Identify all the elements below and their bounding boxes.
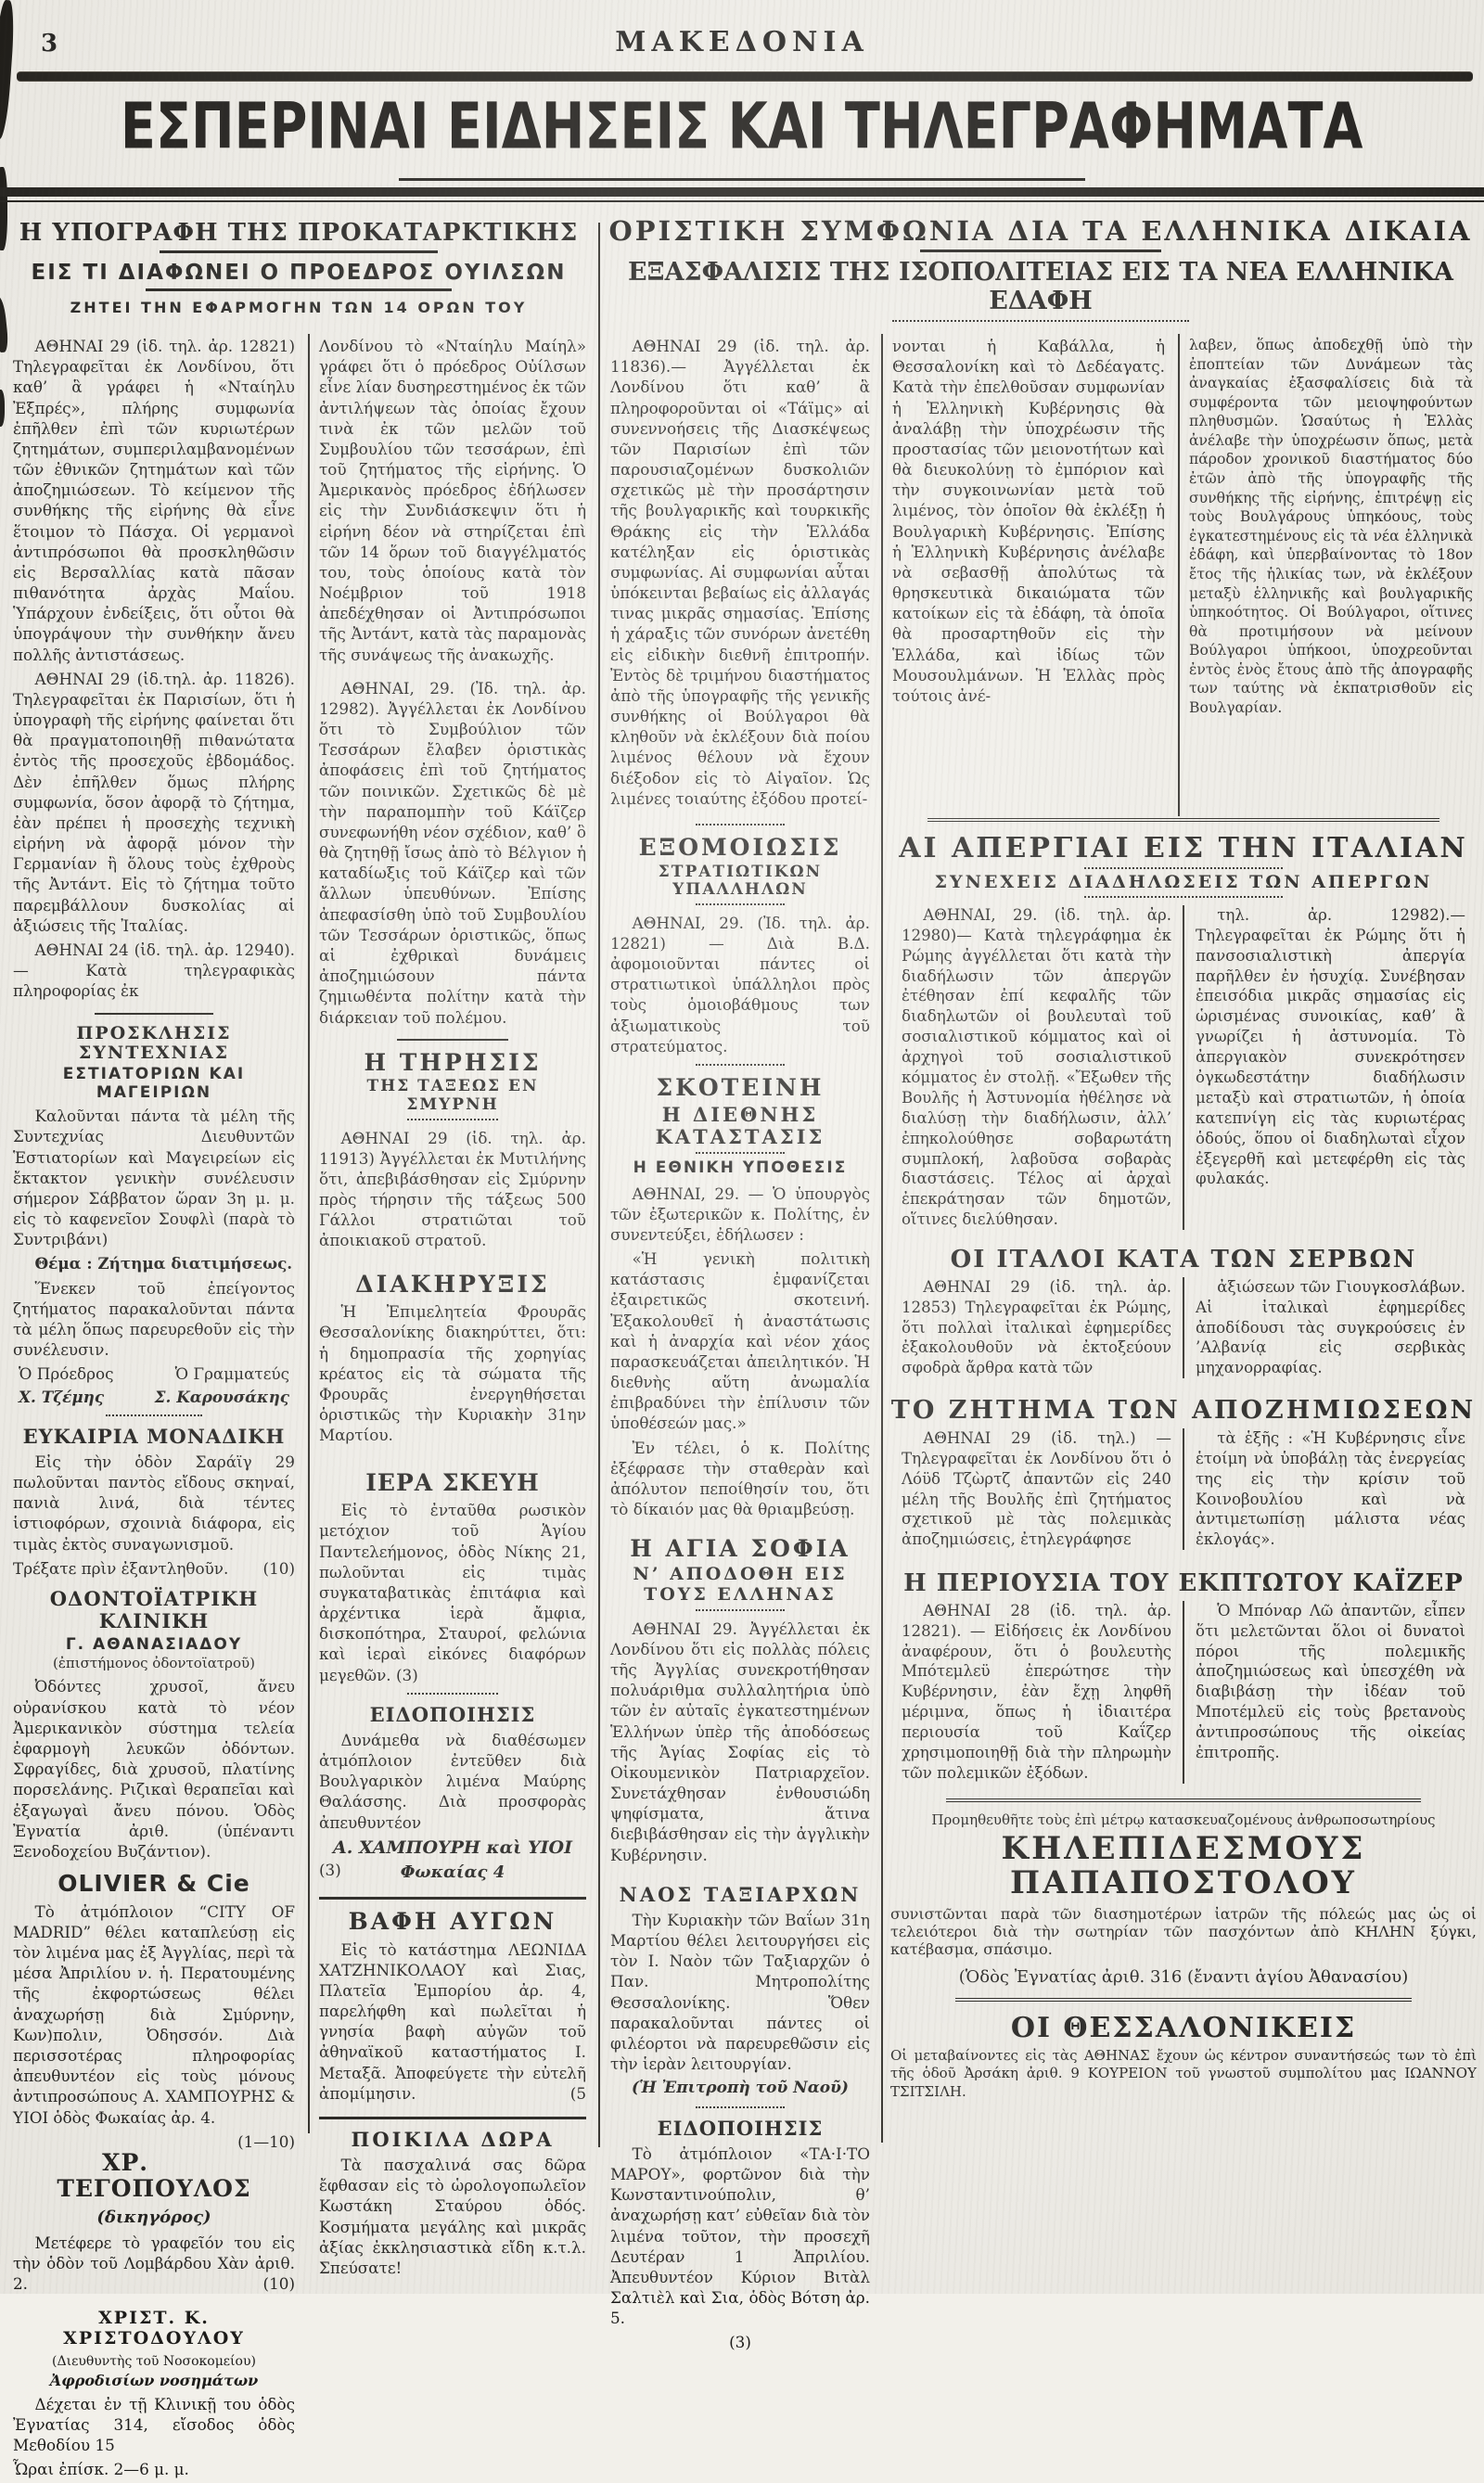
ad-title: ΕΥΚΑΙΡΙΑ ΜΟΝΑΔΙΚΗ: [22, 1424, 286, 1448]
section-iera-skeyi: [319, 1470, 586, 1685]
left-header-rule2: [146, 288, 452, 291]
ad-title: ΧΡ. ΤΕΓΟΠΟΥΛΟΣ: [57, 2148, 251, 2203]
ad-title: ΟΔΟΝΤΟΪΑΤΡΙΚΗ ΚΛΙΝΙΚΗ: [49, 1586, 259, 1632]
section-separator: [407, 1693, 498, 1695]
ad-signature: Α. ΧΑΜΠΟΥΡΗ καὶ ΥΙΟΙ: [333, 1837, 572, 1858]
column-3: [610, 336, 870, 2357]
section-subtitle: ΣΤΡΑΤΙΩΤΙΚΩΝ ΥΠΑΛΛΗΛΩΝ: [658, 862, 823, 900]
ad-paragraph: Εἰς τὴν ὁδὸν Σαράϊγ 29 πωλοῦνται παντὸς εἴδους σκηναί, πανιὰ λινά, διὰ τέντες ἱστιοφόρων, σχοινιὰ διάφορα, εἰς τιμὰς ἐκτὸς συναγωνισμοῦ.: [13, 1452, 295, 1554]
section-poikila-dora: [319, 2129, 586, 2278]
column-1: [13, 336, 295, 2483]
left-header-rule1: [160, 250, 438, 253]
banner-headline: [0, 89, 1484, 164]
body-right: [1183, 1428, 1477, 1550]
section-title: Η ΤΗΡΗΣΙΣ: [364, 1048, 542, 1076]
section-title: ΔΙΑΚΗΡΥΞΙΣ: [355, 1270, 550, 1298]
right-header-rule1: [920, 250, 1161, 252]
column-4: [892, 336, 1165, 710]
title-rule: [696, 1152, 784, 1154]
ad-intro: Προμηθευθῆτε τοὺς ἐπὶ μέτρῳ κατασκευαζομένους ἀνθρωποσωτηρίους: [931, 1811, 1436, 1828]
ad-number: (3): [319, 1860, 341, 1879]
left-header-line3: ΖΗΤΕΙ ΤΗΝ ΕΦΑΡΜΟΓΗΝ ΤΩΝ 14 ΟΡΩΝ ΤΟΥ: [70, 299, 528, 316]
title-rule: [696, 903, 784, 905]
ad-paragraph: [13, 2233, 295, 2295]
ad-subtitle: (ἐπιστήμονος ὀδοντοϊατροῦ): [53, 1654, 255, 1671]
section-separator: [95, 1013, 213, 1015]
ornate-separator: [955, 1998, 1412, 2002]
article-paragraph: ΑΘΗΝΑΙ, 29. (Ἰδ. τηλ. ἀρ. 12821) — Διὰ Β.Δ. ἀφομοιοῦνται πάντες οἱ στρατιωτικοὶ ὑπάλληλοι πρὸς τοὺς ὁμοιοβάθμους των ἀξιωματικοὺς τοῦ στρατεύματος.: [610, 913, 870, 1056]
section-separator: [319, 1897, 586, 1900]
section-separator: [319, 2117, 586, 2119]
article-paragraph: ΑΘΗΝΑΙ 29 (ἰδ. τηλ. ἀρ. 11836).— Ἀγγέλλεται ἐκ Λονδίνου ὅτι καθ’ ἃ πληροφοροῦνται οἱ «Τάϊμς» αἱ συνεννοήσεις τῆς Διασκέψεως τῶν Παρισίων ἐπὶ τῶν παρουσιαζομένων δυσκολιῶν σχετικῶς μὲ τὴν προσάρτησιν τῆς βουλγαρικῆς καὶ τουρκικῆς Θράκης εἰς τὴν Ἑλλάδα κατέληξαν εἰς ὁριστικὰς συμφωνίας. Αἱ συμφωνίαι αὗται ὑπόκεινται βεβαίως εἰς ἀλλαγάς τινας μικρᾶς σημασίας. Ἐπίσης ἡ χάραξις τῶν συνόρων ἀνετέθη εἰς εἰδικὴν διεθνῆ ἐπιτροπήν. Ἐντὸς δὲ τριμήνου διαστήματος ἀπὸ τῆς ὑπογραφῆς τῆς γενικῆς συνθήκης οἱ Βούλγαροι θὰ κληθοῦν νὰ ἐκλέξουν διὰ ποίου λιμένος θέλουν νὰ ἔχουν διέξοδον εἰς τὸ Αἰγαῖον. Ὡς λιμένες τοιαύτης ἐξόδου προτεί-: [610, 337, 870, 808]
ad-paragraph: συνιστῶνται παρὰ τῶν διασημοτέρων ἰατρῶν τῆς πόλεώς μας ὡς οἱ τελειότεροι διὰ τὴν σωτηρίαν τῶν πασχόντων ἀπὸ ΚΗΛΗΝ ξύγκι, κατέβασμα, σπάσιμο.: [890, 1904, 1477, 1958]
section-prosklisis: [13, 1024, 295, 1407]
article-paragraph: ΑΘΗΝΑΙ, 29. (ἰδ. τηλ. ἀρ. 12980)— Κατὰ τηλεγράφημα ἐκ Ρώμης ἀγγέλλεται ὅτι κατὰ τὴν διαδήλωσιν τῶν ἀπεργῶν ἐτέθησαν ἐπί κεφαλῆς τῶν διαδηλωτῶν οἱ βουλευταὶ τοῦ σοσιαλιστικοῦ κόμματος καὶ οἱ ἀρχηγοὶ τοῦ σοσιαλιστικοῦ κόμματος ἐν στολῇ. «Ἔξωθεν τῆς Βουλῆς ἡ Ἀστυνομία ἠθέλησε νὰ διαλύσῃ τὴν διαδήλωσιν, ἀλλ’ ἐπηκολούθησε σοβαρωτάτη συμπλοκή, λαβοῦσα σοβαρὰς διαστάσεις. Τέλος αἱ ἀρχαὶ ἐπεκράτησαν τῶν δημοτῶν, οἵτινες διελύθησαν.: [902, 905, 1171, 1229]
section-title-2: Η ΔΙΕΘΝΗΣ ΚΑΤΑΣΤΑΣΙΣ: [655, 1102, 825, 1148]
banner-rule: [0, 187, 1484, 197]
ad-paragraph: Τὸ ἀτμόπλοιον “CITY OF MADRID” θέλει καταπλεύσῃ εἰς τὸν λιμένα μας ἐξ Ἀγγλίας, περὶ τὰ μέσα Ἀπριλίου ν. ἡ. Περατουμένης τῆς ἐκφορτώσεως θέλει ἀναχωρήσῃ διὰ Σμύρνην, Κων)πολιν, Ὀδησσόν. Διὰ περισσοτέρας πληροφορίας ἀπευθυντέον εἰς τοὺς μόνους ἀντιπροσώπους Α. ΧΑΜΠΟΥΡΗΣ & ΥΙΟΙ ὁδὸς Φωκαίας ἀρ. 4.: [13, 1901, 295, 2127]
body-left: [890, 1277, 1183, 1378]
signature-role: Ὁ Πρόεδρος: [19, 1364, 114, 1384]
ad-paragraph: Τὰ πασχαλινά σας δῶρα ἔφθασαν εἰς τὸ ὡρολογοπωλεῖον Κωστάκη Σταύρου ὁδός. Κοσμήματα μεγάλης καὶ μικρᾶς ἀξίας ἐκκλησιαστικὰ εἴδη κ.τ.λ. Σπεύσατε!: [319, 2156, 586, 2277]
two-column-body: [890, 1277, 1477, 1378]
left-header-line2: ΕΙΣ ΤΙ ΔΙΑΦΩΝΕΙ Ο ΠΡΟΕΔΡΟΣ ΟΥΙΛΣΩΝ: [31, 261, 567, 285]
column-rule-3: [881, 334, 883, 2143]
body-left: [890, 1601, 1183, 1784]
section-title: ΠΡΟΣΚΛΗΣΙΣ ΣΥΝΤΕΧΝΙΑΣ: [76, 1022, 232, 1064]
article-paragraph: Οἱ μεταβαίνοντες εἰς τὰς ΑΘΗΝΑΣ ἔχουν ὡς κέντρον συναντήσεώς των τὸ ἐπὶ τῆς ὁδοῦ Ἀρσάκη ἀριθ. 9 ΚΟΥΡΕΙΟΝ τοῦ γνωστοῦ συμπολίτου μας ΙΩΑΝΝΟΥ ΤΣΙΤΣΙΛΗ.: [890, 2046, 1477, 2100]
ad-title: ΚΗΛΕΠΙΔΕΣΜΟΥΣ ΠΑΠΑΠΟΣΤΟΛΟΥ: [1001, 1829, 1366, 1902]
article-paragraph: Ἡ Ἐπιμελητεία Φρουρᾶς Θεσσαλονίκης διακηρύττει, ὅτι: ἡ δημοπρασία τῆς χορηγίας κρέατος εἰς τὰ σώματα τῆς Φρουρᾶς ἐνεργηθήσεται ὁριστικῶς τὴν Κυριακὴν 31ην Μαρτίου.: [319, 1302, 586, 1445]
body-left: [890, 1428, 1183, 1550]
ad-subtitle: Ἀφροδισίων νοσημάτων: [49, 2371, 259, 2389]
column-rule-1: [308, 334, 310, 2133]
masthead-title: ΜΑΚΕΔΟΝΙΑ: [615, 26, 869, 58]
ornate-separator: [946, 1798, 1421, 1802]
ad-title: ΒΑΦΗ ΑΥΓΩΝ: [348, 1907, 557, 1935]
ad-paragraph: Τὸ ἀτμόπλοιον «ΤΑ·Ι·ΤΟ ΜΑΡΟΥ», φορτῶνον διὰ τὴν Κωνσταντινούπολιν, θ’ ἀναχωρήσῃ κατ’ εὐθεῖαν διὰ τὸν λιμένα τοῦτον, τὴν προσεχῆ Δευτέραν 1 Ἀπριλίου. Ἀπευθυντέον Κύριον Βιτὰλ Σαλτιὲλ καὶ Σια, ὁδὸς Βότση ἀρ. 5.: [610, 2144, 870, 2328]
ad-paragraph: Δέχεται ἐν τῇ Κλινικῇ του ὁδὸς Ἐγνατίας 314, εἴσοδος ὁδὸς Μεθοδίου 15: [13, 2394, 295, 2455]
ad-paragraph: Δυνάμεθα νὰ διαθέσωμεν ἀτμόπλοιον ἐντεῦθεν διὰ Βουλγαρικὸν λιμένα Μαύρης Θαλάσσης. Διὰ προσφορὰς ἀπευθυντέον: [319, 1730, 586, 1832]
section-title: ΕΙΔΟΠΟΙΗΣΙΣ: [369, 1702, 536, 1726]
section-separator: [696, 824, 784, 826]
article-paragraph: ΑΘΗΝΑΙ, 29. — Ὁ ὑπουργὸς τῶν ἐξωτερικῶν κ. Πολίτης, ἐν συνεντεύξει, ἐδήλωσεν :: [610, 1184, 870, 1244]
section-title: ΕΙΔΟΠΟΙΗΣΙΣ: [657, 2116, 824, 2140]
section-diakiryxis: [319, 1272, 586, 1446]
section-naos-taxiarchon: [610, 1884, 870, 2099]
article-paragraph: «Ἡ γενικὴ πολιτικὴ κατάστασις ἐμφανίζεται ἐξαιρετικῶς σκοτεινή. Ἐξακολουθεῖ ἡ ἀναστάτωσις καὶ ἡ ἀναρχία καὶ νέον χάος παρασκευάζεται ἀπειλητικόν. Ἡ διεθνὴς αὕτη ἀνωμαλία ἐπιβραδύνει τὴν ἐπίλυσιν τῶν ὑποθέσεών μας.»: [610, 1249, 870, 1433]
masthead-rule: [17, 72, 1473, 81]
article-paragraph: Τὴν Κυριακὴν τῶν Βαΐων 31η Μαρτίου θέλει λειτουργήσει εἰς τὸν Ι. Ναὸν τῶν Ταξιαρχῶν ὁ Παν. Μητροπολίτης Θεσσαλονίκης. Ὅθεν παρακαλοῦνται πάντες οἱ φιλέορτοι νὰ παρευρεθῶσιν εἰς τὴν ἱερὰν λειτουργίαν.: [610, 1910, 870, 2074]
ad-number: (10): [262, 2274, 295, 2294]
article-paragraph: λαβεν, ὅπως ἀποδεχθῇ ὑπὸ τὴν ἐποπτείαν τῶν Δυνάμεων τὰς ἀναγκαίας ἐξασφαλίσεις διὰ τὰ συμφέροντα τῶν μειοψηφούντων πληθυσμῶν. Ὡσαύτως ἡ Ἑλλὰς ἀνέλαβε τὴν ὑποχρέωσιν ὅπως, μετὰ πάροδον χρονικοῦ διαστήματος δύο ἐτῶν ἀπὸ τῆς ὑπογραφῆς τῆς συνθήκης τῆς εἰρήνης, ἐπιτρέψῃ εἰς τοὺς Βουλγάρους ὑπηκόους, τοὺς ἐγκατεστημένους εἰς τὰ νέα ἑλληνικὰ ἐδάφη, καὶ ὑπερβαίνοντας τὸ 18ον ἔτος τῆς ἡλικίας των, νὰ ἐκλέξουν μεταξὺ ἑλληνικῆς καὶ βουλγαρικῆς ὑπηκοότητος. Οἱ Βούλγαροι, οἵτινες θὰ προτιμήσουν νὰ μείνουν Βούλγαροι ὑπήκοοι, ὑποχρεοῦνται ἐντὸς ἑνὸς ἔτους ἀπὸ τῆς ἀπογραφῆς των ταύτης νὰ ἐκπατρισθοῦν εἰς Βουλγαρίαν.: [1189, 337, 1473, 716]
ad-number: (10): [262, 1558, 295, 1578]
right-header-line1: ΟΡΙΣΤΙΚΗ ΣΥΜΦΩΝΙΑ ΔΙΑ ΤΑ ΕΛΛΗΝΙΚΑ ΔΙΚΑΙΑ: [608, 215, 1473, 247]
ad-address: Φωκαίας 4: [400, 1862, 505, 1883]
article-paragraph: τὰ ἑξῆς : «Ἡ Κυβέρνησις εἶνε ἑτοίμη νὰ ὑποβάλῃ τὰς ἐνεργείας της εἰς τὴν κρίσιν τοῦ Κοινοβουλίου καὶ νὰ ἀντιμετωπίσῃ μάλιστα νέας ἐκλογάς».: [1196, 1428, 1465, 1549]
article-paragraph: Καλοῦνται πάντα τὰ μέλη τῆς Συντεχνίας Διευθυντῶν Ἑστιατορίων καὶ Μαγειρείων εἰς ἔκτακτον γενικὴν συνέλευσιν σήμερον Σάββατον ὥραν 3η μ. μ. εἰς τὸ καφενεῖον Σουφλὶ (παρὰ τὸ Συντριβάνι): [13, 1107, 295, 1249]
section-separator: [397, 1039, 509, 1041]
section-title: ΣΚΟΤΕΙΝΗ: [656, 1074, 825, 1101]
body-right: [1183, 1601, 1477, 1784]
right-header: [605, 215, 1477, 329]
ad-paragraph: Ὧραι ἐπίσκ. 2—6 μ. μ.: [13, 2460, 189, 2479]
article-paragraph: Ἕνεκεν τοῦ ἐπείγοντος ζητήματος παρακαλοῦνται πάντα τὰ μέλη ὅπως παρευρεθοῦν εἰς τὴν συνέλευσιν.: [13, 1278, 295, 1360]
article-paragraph: ΑΘΗΝΑΙ, 29. (Ἰδ. τηλ. ἀρ. 12982). Ἀγγέλλεται ἐκ Λονδίνου ὅτι τὸ Συμβούλιον τῶν Τεσσάρων ἔλαβεν ὁριστικὰς ἀποφάσεις ἐπὶ τοῦ ζητήματος τῶν ποινικῶν. Σχετικῶς δὲ μὲ τὴν παραπομπὴν τοῦ Κάϊζερ συνεφωνήθη νέον σχέδιον, καθ’ ὃ θὰ ζητηθῇ ἴσως ἀπὸ τὸ Βέλγιον ἡ καταδίωξις τοῦ Κάϊζερ καὶ τῶν ἄλλων ὑπευθύνων. Ἐπίσης ἀπεφασίσθη ὑπὸ τοῦ Συμβουλίου τῶν Τεσσάρων ὁριστικῶς, ὅπως αἱ ἐχθρικαὶ δυνάμεις ἀποζημιώσουν πάντα ζημιωθέντα πολίτην κατὰ τὴν διάρκειαν τοῦ πολέμου.: [319, 678, 586, 1027]
section-eidopoiisis: [319, 1704, 586, 1884]
ad-subtitle: (Διευθυντὴς τοῦ Νοσοκομείου): [52, 2354, 256, 2370]
ad-text: Μετέφερε τὸ γραφεῖόν του εἰς τὴν ὁδὸν τοῦ Λομβάρδου Χὰν ἀριθ. 2.: [13, 2233, 295, 2294]
ad-paragraph: [13, 1558, 295, 1579]
ad-text: Εἰς τὸ κατάστημα ΛΕΩΝΙΔΑ ΧΑΤΖΗΝΙΚΟΛΑΟΥ καὶ Σιας, Πλατεῖα Ἐμπορίου ἀρ. 4, παρελήφθη καὶ πωλεῖται ἡ γνησία βαφὴ αὐγῶν τοῦ ἀθηναϊκοῦ καταστήματος Ι. Μεταξᾶ. Ἀποφεύγετε τὴν εὐτελῆ ἀπομίμησιν.: [319, 1939, 586, 2103]
article-paragraph: ΑΘΗΝΑΙ 29 (ἰδ.τηλ. ἀρ. 11826). Τηλεγραφεῖται ἐκ Παρισίων, ὅτι ἡ ὑπογραφὴ τῆς εἰρήνης φαίνεται ὅτι θὰ πραγματοποιηθῇ πιθανώτατα ἐντὸς τῆς προσεχοῦς ἑβδομάδος. Δὲν ἐπῆλθεν ὅμως πλήρης συμφωνία, ὅσον ἀφορᾷ τὸ ζήτημα, ἐὰν πρέπει ἡ προσεχὴς τεχνικὴ εἰρήνη νὰ ἀφορᾷ μόνον τὴν Γερμανίαν ἢ ὅλους τοὺς ἐχθροὺς τῆς Ἀντάντ. Εἰς τὸ ζήτημα τοῦτο παρεμβάλλουν δυσκολίας αἱ ἀξιώσεις τῆς Ἰταλίας.: [13, 669, 295, 935]
section-lawyer: [13, 2150, 295, 2295]
section-title: Η ΑΓΙΑ ΣΟΦΙΑ: [630, 1535, 851, 1563]
section-agia-sofia: [610, 1536, 870, 1865]
ornate-separator: [928, 818, 1439, 822]
section-skoteini: [610, 1075, 870, 1519]
section-title: ΟΙ ΙΤΑΛΟΙ ΚΑΤΑ ΤΩΝ ΣΕΡΒΩΝ: [950, 1246, 1417, 1274]
section-periousia: [890, 1570, 1477, 1784]
article-signature: (Ἡ Ἐπιτροπὴ τοῦ Ναοῦ): [632, 2079, 849, 2098]
title-rule: [1084, 896, 1284, 898]
section-kilepidesmous-ad: [890, 1811, 1477, 1987]
title-rule: [696, 1609, 784, 1611]
section-subtitle: ΤΗΣ ΤΑΞΕΩΣ ΕΝ ΣΜΥΡΝΗ: [366, 1077, 539, 1114]
section-title: ΤΟ ΖΗΤΗΜΑ ΤΩΝ ΑΠΟΖΗΜΙΩΣΕΩΝ: [890, 1396, 1477, 1426]
article-paragraph: ΑΘΗΝΑΙ 29 (ἰδ. τηλ. ἀρ. 12853) Τηλεγραφεῖται ἐκ Ρώμης, ὅτι πολλαὶ ἰταλικαὶ ἐφημερίδες ἐξακολουθοῦν νὰ ἐκτοξεύουν σφοδρὰ ἄρθρα κατὰ τῶν: [902, 1277, 1171, 1377]
ad-title: ΧΡΙΣΤ. Κ. ΧΡΙΣΤΟΔΟΥΛΟΥ: [63, 2308, 245, 2349]
section-thessalonikeis: [890, 2013, 1477, 2102]
title-rule: [407, 1119, 498, 1120]
section-olivier: [13, 1870, 295, 2151]
article-paragraph: ΑΘΗΝΑΙ 29 (ἰδ. τηλ.) — Τηλεγραφεῖται ἐκ Λονδίνου ὅτι ὁ Λόϋδ Τζὼρτζ ἀπαντῶν εἰς 240 μέλη τῆς Βουλῆς ἐπὶ ζητήματος σχετικοῦ μὲ τὰς πολεμικὰς ἀποζημιώσεις, ἐτηλεγράφησε: [902, 1428, 1171, 1549]
section-vafi-avgon: [319, 1909, 586, 2104]
article-paragraph: ΑΘΗΝΑΙ 29 (ἰδ. τηλ. ἀρ. 12821) Τηλεγραφεῖται ἐκ Λονδίνου, ὅτι καθ’ ἃ γράφει ἡ «Νταίηλυ Ἐξπρές», πλήρης συμφωνία ἐπῆλθεν ἐπὶ τῶν κυριωτέρων ζητημάτων, συμπεριλαμβανομένων τῶν ἐθνικῶν ζητημάτων καὶ τῶν ἀποζημιώσεων. Τὸ κείμενον τῆς συνθήκης τῆς εἰρήνης θὰ εἶνε ἕτοιμον τὸ Πάσχα. Οἱ γερμανοὶ ἀντιπρόσωποι θὰ προσκληθῶσιν εἰς Βερσαλλίας κατὰ πᾶσαν πιθανότητα ἀρχὰς Μαΐου. Ὑπάρχουν ἐνδείξεις, ὅτι οὗτοι θὰ ὑπογράψουν τὴν συνθήκην ἄνευ πολλῆς ἀντιστάσεως.: [13, 337, 295, 664]
ad-number: (5: [569, 2083, 586, 2103]
ad-address: (Ὁδὸς Ἐγνατίας ἀριθ. 316 (ἔναντι ἁγίου Ἀθανασίου): [958, 1966, 1409, 1987]
section-separator: [696, 2106, 784, 2108]
ad-name: Γ. ΑΘΑΝΑΣΙΑΔΟΥ: [65, 1635, 243, 1655]
body-right: [1183, 905, 1477, 1230]
section-apergiai: [890, 833, 1477, 1230]
section-eidopoiisis-2: [610, 2118, 870, 2353]
article-paragraph: ΑΘΗΝΑΙ 28 (ἰδ. τηλ. ἀρ. 12821). — Εἰδήσεις ἐκ Λονδίνου ἀναφέρουν, ὅτι ὁ βουλευτὴς Μπότεμλεϋ ἐπερώτησε τὴν Κυβέρνησιν, ἐὰν ἔχῃ ληφθῆ μέριμνα, ὅπως ἡ ἰδιαιτέρα περιουσία τοῦ Καΐζερ χρησιμοποιηθῇ διὰ τὴν πληρωμὴν τῶν πολεμικῶν ἐξόδων.: [902, 1601, 1171, 1782]
section-title: ΙΕΡΑ ΣΚΕΥΗ: [365, 1468, 540, 1496]
section-title: ΟΙ ΘΕΣΣΑΛΟΝΙΚΕΙΣ: [1010, 2011, 1357, 2044]
left-header: [13, 219, 584, 316]
scan-artifact: [0, 167, 7, 250]
section-exomoiosis: [610, 835, 870, 1056]
body-left: [890, 905, 1183, 1230]
ad-paragraph: [319, 1939, 586, 2104]
ad-title: ΠΟΙΚΙΛΑ ΔΩΡΑ: [351, 2127, 555, 2151]
article-paragraph: ΑΘΗΝΑΙ 24 (ἰδ. τηλ. ἀρ. 12940).— Κατὰ τηλεγραφικὰς πληροφορίας ἐκ: [13, 940, 295, 1001]
section-subtitle: ΣΥΝΕΧΕΙΣ ΔΙΑΔΗΛΩΣΕΙΣ ΤΩΝ ΑΠΕΡΓΩΝ: [934, 872, 1433, 892]
article-paragraph: ΑΘΗΝΑΙ 29. Ἀγγέλλεται ἐκ Λονδίνου ὅτι εἰς πολλὰς πόλεις τῆς Ἀγγλίας συνεκροτήθησαν πολυάριθμα συλλαλητήρια ὑπὸ τῶν ἐν αὐταῖς ἐγκατεστημένων Ἑλλήνων ὑπὲρ τῆς ἀποδόσεως τῆς Ἁγίας Σοφίας εἰς τὸ Οἰκουμενικὸν Πατριαρχεῖον. Συνετάχθησαν ἐνθουσιώδη ψηφίσματα, ἅτινα διεβιβάσθησαν εἰς τὴν ἀγγλικὴν Κυβέρνησιν.: [610, 1619, 870, 1864]
signature-name: Χ. Τζέμης: [19, 1387, 105, 1406]
ad-tail: Τρέξατε πρὶν ἐξαντληθοῦν.: [13, 1558, 229, 1578]
two-column-body: [890, 1428, 1477, 1550]
section-zitima: [890, 1397, 1477, 1550]
article-paragraph: Ὁ Μπόναρ Λῶ ἀπαντῶν, εἶπεν ὅτι μελετῶνται ὅλοι οἱ δυνατοὶ πόροι τῆς πολεμικῆς ἀποζημιώσεως καὶ ὑπεσχέθη νὰ διαβιβάσῃ τὴν ἰδέαν τοῦ Μποτέμλεϋ εἰς τοὺς βρετανοὺς ἀντιπροσώπους τῆς οἰκείας ἐπιτροπῆς.: [1196, 1601, 1465, 1762]
section-title: ΑΙ ΑΠΕΡΓΙΑΙ ΕΙΣ ΤΗΝ ΙΤΑΛΙΑΝ: [899, 832, 1468, 864]
article-paragraph: Θέμα : Ζήτημα διατιμήσεως.: [34, 1254, 293, 1273]
right-header-rule2: [892, 320, 1189, 322]
signature-row: [19, 1387, 289, 1407]
section-title: ΝΑΟΣ ΤΑΞΙΑΡΧΩΝ: [619, 1882, 862, 1906]
right-header-line2: ΕΞΑΣΦΑΛΙΣΙΣ ΤΗΣ ΙΣΟΠΟΛΙΤΕΙΑΣ ΕΙΣ ΤΑ ΝΕΑ ΕΛΛΗΝΙΚΑ ΕΔΑΦΗ: [628, 258, 1453, 315]
ad-paragraph: (3): [729, 2333, 751, 2352]
section-separator: [696, 1064, 784, 1066]
banner-rule-top: [399, 178, 1085, 181]
scan-artifact: [0, 296, 9, 352]
section-subtitle: Η ΕΘΝΙΚΗ ΥΠΟΘΕΣΙΣ: [633, 1158, 848, 1178]
section-title: Η ΠΕΡΙΟΥΣΙΑ ΤΟΥ ΕΚΠΤΩΤΟΥ ΚΑΪΖΕΡ: [903, 1569, 1464, 1598]
section-subtitle: ΕΣΤΙΑΤΟΡΙΩΝ ΚΑΙ ΜΑΓΕΙΡΙΩΝ: [62, 1065, 246, 1102]
banner-headline-text: ΕΣΠΕΡΙΝΑΙ ΕΙΔΗΣΕΙΣ ΚΑΙ ΤΗΛΕΓΡΑΦΗΜΑΤΑ: [121, 89, 1363, 164]
right-lower-region: [890, 818, 1477, 2101]
article-paragraph: νονται ἡ Καβάλλα, ἡ Θεσσαλονίκη καὶ τὸ Δεδέαγατς. Κατὰ τὴν ἐπελθοῦσαν συμφωνίαν ἡ Ἑλληνικὴ Κυβέρνησις θὰ ἀναλάβῃ τὴν ὑποχρέωσιν τῆς προστασίας τῶν μειονοτήτων καὶ θὰ διευκολύνῃ τὸ ἐμπόριον καὶ τὴν συγκοινωνίαν μετὰ τοῦ λιμένος, τὸν ὁποῖον θὰ ἐκλέξῃ ἡ Βουλγαρικὴ Κυβέρνησις. Ἐπίσης ἡ Ἑλληνικὴ Κυβέρνησις ἀνέλαβε νὰ σεβασθῇ ἀπολύτως τὰ θρησκευτικὰ δικαιώματα τῶν κατοίκων εἰς τὰ ἐδάφη, τὰ ὁποῖα θὰ προσαρτηθοῦν εἰς τὴν Ἑλλάδα, καὶ ἰδίως τῶν Μουσουλμάνων. Ἡ Ἑλλὰς πρὸς τούτοις ἀνέ-: [892, 337, 1165, 705]
ad-text: Εἰς τὸ ἐνταῦθα ρωσικὸν μετόχιον τοῦ Ἁγίου Παντελεήμονος, ὁδὸς Νίκης 21, πωλοῦνται εἰς τιμὰς συγκαταβατικὰς ἐπιτάφια καὶ ἀρχέντικα ἱερὰ ἄμφια, δισκοπότηρα, Σταυροί, φελώνια καὶ ἱεραὶ εἰκόνες διαφόρων μεγεθῶν.: [319, 1501, 586, 1684]
title-rule: [1084, 867, 1284, 869]
article-paragraph: τηλ. ἀρ. 12982).— Τηλεγραφεῖται ἐκ Ρώμης ὅτι ἡ πανσοσιαλιστικὴ ἀπεργία παρῆλθεν ἐν ἡσυχίᾳ. Συνέβησαν ἐπεισόδια μικρᾶς σημασίας εἰς ὡρισμένας συνοικίας, καθ’ ἃ γνωρίζει ἡ ἀστυνομία. Τὸ ἀπεργιακὸν συνεκρότησεν ὀγκωδεστάτην διαδήλωσιν μεταξὺ καὶ στρατιωτῶν, ἡ ὁποία κατεπνίγη εἰς τὰς κυριωτέρας ὁδούς, ὅπου οἱ διαδηλωταὶ εἶχον ἐξεγερθῆ καὶ μετεφέρθη εἰς τὰς φυλακάς.: [1196, 905, 1465, 1188]
article-paragraph: [319, 1500, 586, 1685]
two-column-body: [890, 1601, 1477, 1784]
column-2: [319, 336, 586, 2282]
scan-artifact: [0, 390, 5, 427]
signature-name: Σ. Καρουσάκης: [154, 1387, 289, 1406]
section-eukairia: [13, 1426, 295, 1579]
article-paragraph: ἀξιώσεων τῶν Γιουγκοσλάβων. Αἱ ἰταλικαὶ ἐφημερίδες ἀποδίδουσι τὰς συγκρούσεις ἐν ’Αλβανίᾳ εἰς σερβικὰς μηχανορραφίας.: [1196, 1277, 1465, 1377]
article-paragraph: Ἐν τέλει, ὁ κ. Πολίτης ἐξέφρασε τὴν σταθερὰν καὶ ἀπόλυτον πεποίθησίν του, ὅτι τὸ δίκαιόν μας θὰ θριαμβεύσῃ.: [610, 1438, 870, 1519]
ad-paragraph: [319, 1860, 586, 1884]
column-rule-2: [598, 223, 600, 2147]
banner-rule-thin: [0, 200, 1484, 202]
section-doctor: [13, 2309, 295, 2479]
section-italoi: [890, 1247, 1477, 1378]
body-right: [1183, 1277, 1477, 1378]
left-header-line1: Η ΥΠΟΓΡΑΦΗ ΤΗΣ ΠΡΟΚΑΤΑΡΚΤΙΚΗΣ: [19, 219, 579, 247]
section-title: ΕΞΟΜΟΙΩΣΙΣ: [638, 833, 842, 861]
ad-number: (3): [396, 1665, 418, 1684]
section-odontiatriki: [13, 1588, 295, 1862]
section-subtitle: Ν’ ΑΠΟΔΟΘΗ ΕΙΣ ΤΟΥΣ ΕΛΛΗΝΑΣ: [633, 1564, 848, 1605]
column-rule-4: [1178, 334, 1180, 816]
section-separator: [106, 1414, 201, 1416]
article-paragraph: Λονδίνου τὸ «Νταίηλυ Μαίηλ» γράφει ὅτι ὁ πρόεδρος Οὐίλσων εἶνε λίαν δυσηρεστημένος ἐκ τῶν ἀντιλήψεων τὰς ὁποίας ἔχουν τινὰ ἐκ τῶν μελῶν τοῦ Συμβουλίου τῶν τεσσάρων, ἐπὶ τοῦ ζητήματος τῆς εἰρήνης. Ὁ Ἀμερικανὸς πρόεδρος ἐδήλωσεν εἰς τὴν Συνδιάσκεψιν ὅτι ἡ εἰρήνη δέον νὰ στηρίζεται ἐπὶ τῶν 14 ὅρων τοῦ διαγγέλματός του, τοὺς ὁποίους κατὰ τὸν Νοέμβριον τοῦ 1918 ἀπεδέχθησαν οἱ Ἀντιπρόσωποι τῆς Ἀντάντ, κατὰ τὰς παραμονὰς τῆς συνάψεως τῆς ἀνακωχῆς.: [319, 337, 586, 664]
ad-title: OLIVIER & Cie: [58, 1870, 250, 1898]
section-tirisis: [319, 1050, 586, 1251]
article-paragraph: ΑΘΗΝΑΙ 29 (ἰδ. τηλ. ἀρ. 11913) Ἀγγέλλεται ἐκ Μυτιλήνης ὅτι, ἀπεβιβάσθησαν εἰς Σμύρνην πρὸς τήρησιν τῆς τάξεως 500 Γάλλοι στρατιῶται τοῦ ἀποικιακοῦ στρατοῦ.: [319, 1128, 586, 1250]
ad-paragraph: Ὀδόντες χρυσοῖ, ἄνευ οὐρανίσκου κατὰ τὸ νέον Ἀμερικανικὸν σύστημα τελεία ἐφαρμογὴ λευκῶν ὀδόντων. Σφραγίδες, διὰ χρυσοῦ, πλατίνης πορσελάνης. Ριζικαὶ θεραπεῖαι καὶ ἐξαγωγαὶ ἄνευ πόνου. Ὁδὸς Ἐγνατία ἀριθ. (ὑπέναντι Ξενοδοχείου Βυζάντιον).: [13, 1677, 295, 1861]
two-column-body: [890, 905, 1477, 1230]
column-5: [1189, 336, 1473, 722]
page-number: 3: [41, 30, 60, 58]
signature-row: [19, 1363, 289, 1384]
ad-subtitle: (δικηγόρος): [96, 2208, 211, 2228]
signature-role: Ὁ Γραμματεύς: [174, 1364, 289, 1384]
ad-number: (1—10): [237, 2131, 295, 2151]
